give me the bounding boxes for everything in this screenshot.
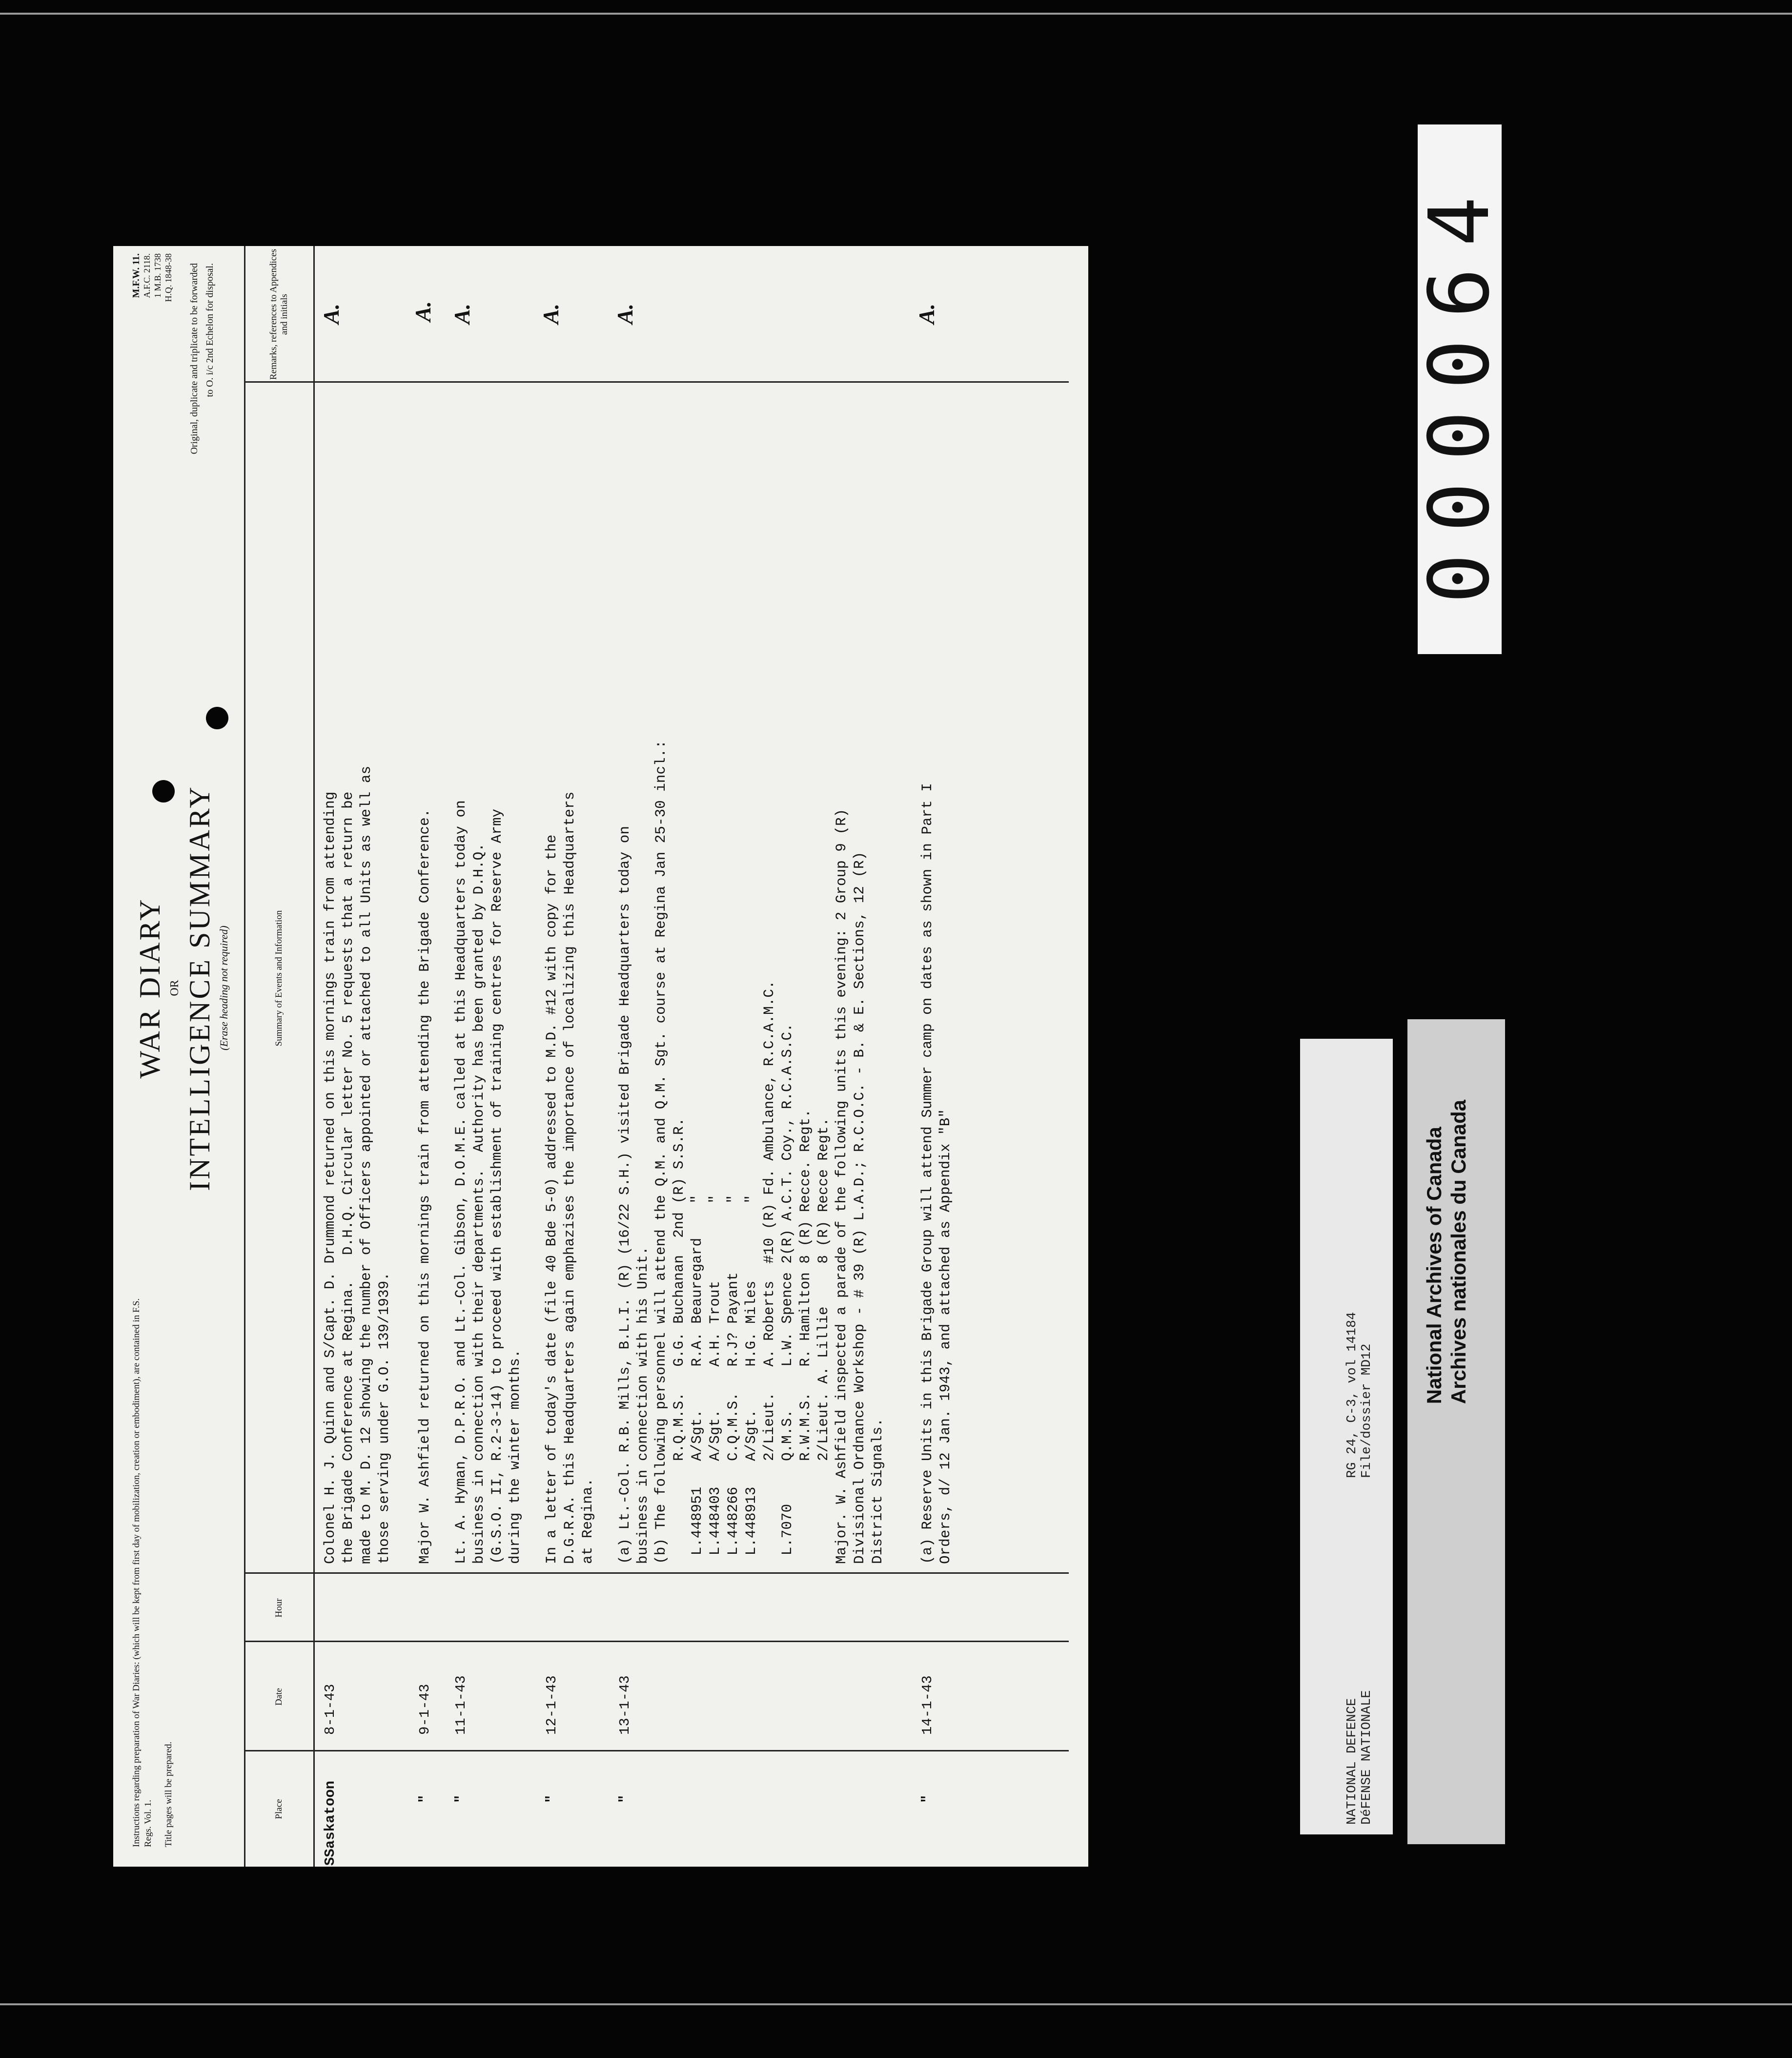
entry-date: 9-1-43 xyxy=(417,1684,433,1735)
entry-initials: A. xyxy=(538,303,563,324)
entry-summary: In a letter of today's date (file 40 Bde 5-0) addressed to M.D. #12 with copy for the D.G.R.A. this Headquarters again emphazises the importance of localizing this Headquarters at Regina. xyxy=(544,791,596,1564)
archive-reference-label xyxy=(1300,1039,1393,1834)
place-column-rule xyxy=(244,1750,1069,1751)
file-reference-line-2: File/dossier MD12 xyxy=(1360,1343,1374,1478)
archives-line-2: Archives nationales du Canada xyxy=(1447,1100,1470,1404)
title-war-diary: WAR DIARY xyxy=(134,897,166,1079)
entry-initials: A. xyxy=(612,303,637,324)
entry-summary: Colonel H. J. Quinn and S/Capt. D. Drummond returned on this mornings train from attending the Brigade Conference at Regina. D.H.Q. Circular letter No. 5 requests that a return be made to M. D. 12 showing the number of Officers appointed or attached to all Units as well as those serving under G.O. 139/1939. xyxy=(322,765,392,1564)
entry-summary: Lt. A. Hyman, D.P.R.O. and Lt.-Col. Gibson, D.O.M.E. called at this Headquarters today on business in connection with their departments. Authority has been granted by D.H.Q. (G.S.O. II, R.2-3-14) to proceed with establishment of training centres for Reserve Army during the winter months. xyxy=(453,800,523,1564)
entry-date: 8-1-43 xyxy=(322,1684,338,1735)
war-diary-sheet xyxy=(113,246,1088,1867)
department-line-2: DéFENSE NATIONALE xyxy=(1360,1690,1374,1825)
entry-date: 13-1-43 xyxy=(617,1675,633,1735)
instructions-note xyxy=(131,1276,175,1847)
entry-place: " xyxy=(453,1794,469,1803)
column-header-place: Place xyxy=(274,1799,284,1819)
column-header-date: Date xyxy=(274,1688,284,1706)
entry-place: " xyxy=(617,1794,633,1803)
title-pages-note: Title pages will be prepared. xyxy=(163,1741,174,1847)
form-identifier xyxy=(131,253,174,414)
instructions-text: Instructions regarding preparation of War Diaries: (which will be kept from first day of mobilization, creation or embodiment), are contained in F.S. Regs. Vol. 1. xyxy=(131,1298,153,1847)
department-label xyxy=(1345,1690,1374,1825)
entry-place: " xyxy=(417,1794,433,1803)
file-reference-line-1: RG 24, C-3, vol 14184 xyxy=(1345,1312,1360,1478)
table-header-rule xyxy=(313,246,315,1867)
department-line-1: NATIONAL DEFENCE xyxy=(1345,1698,1360,1825)
frame-number: 000064 xyxy=(1418,124,1502,654)
copies-note-line-2: to O. i/c 2nd Echelon for disposal. xyxy=(204,263,215,397)
film-edge-bottom xyxy=(0,2003,1792,2005)
remarks-column-rule xyxy=(244,381,1069,383)
entry-place: " xyxy=(544,1794,560,1803)
entry-initials: A. xyxy=(319,303,344,324)
entry-date: 12-1-43 xyxy=(544,1675,560,1735)
form-line-3: 1 M.B. 1738 xyxy=(153,253,163,298)
film-edge-top xyxy=(0,13,1792,15)
entry-summary: (a) Lt.-Col. R.B. Mills, B.L.I. (R) (16/22 S.H.) visited Brigade Headquarters today on business in connection with his Unit. (b) The following personnel will attend the Q.M. and Q.M. Sgt. course at Regina Jan 25-30 incl.: R.Q.M.S. G.G. Buchanan 2nd (R) S.S.R. L.448951 A/Sgt. R.A. Beauregard " L.448403 A/Sgt. A.H. Trout " L.448266 C.Q.M.S. R.J? Payant " L.448913 A/Sgt. H.G. Miles " 2/Lieut. A. Roberts #10 (R) Fd. Ambulance, R.C.A.M.C. L.7070 Q.M.S. L.W. Spence 2(R) A.C.T. Coy., R.C.A.S.C. R.W.M.S. R. Hamilton 8 (R) Recce. Regt. 2/Lieut. A. Lillie 8 (R) Recce Regt. Major. W. Ashfield inspected a parade of the following units this evening: 2 Group 9 (R) Divisional Ordnance Workshop - # 39 (R) L.A.D.; R.C.O.C. - B. & E. Sections, 12 (R) District Signals. xyxy=(617,740,886,1564)
column-header-hour: Hour xyxy=(274,1598,284,1618)
file-reference-label xyxy=(1345,1312,1374,1478)
title-intelligence-summary: INTELLIGENCE SUMMARY xyxy=(183,785,216,1191)
form-line-1: M.F.W. 11. xyxy=(131,253,142,298)
form-line-4: H.Q. 1848-38 xyxy=(163,253,173,302)
entry-summary: Major W. Ashfield returned on this mornings train from attending the Brigade Conference. xyxy=(417,808,433,1564)
archives-line-1: National Archives of Canada xyxy=(1423,1127,1446,1404)
entry-date: 14-1-43 xyxy=(919,1675,936,1735)
hour-column-rule xyxy=(244,1572,1069,1574)
title-erase-note: (Erase heading not required) xyxy=(218,926,230,1050)
copies-note xyxy=(186,263,218,619)
form-line-2: A.F.C. 2118. xyxy=(142,253,152,298)
title-or: OR xyxy=(168,980,181,996)
national-archives-label xyxy=(1407,1019,1505,1844)
column-header-remarks: Remarks, references to Appendices and initials xyxy=(268,249,289,380)
title-block xyxy=(133,715,231,1261)
date-column-rule xyxy=(244,1641,1069,1642)
entry-initials: A. xyxy=(410,301,435,322)
entry-place: " xyxy=(919,1794,936,1803)
entry-date: 11-1-43 xyxy=(453,1675,469,1735)
entry-place: SSaskatoon xyxy=(322,1780,338,1866)
entry-summary: (a) Reserve Units in this Brigade Group will attend Summer camp on dates as shown in Part I Orders, d/ 12 Jan. 1943, and attached as Appendix "B" xyxy=(919,783,954,1564)
entry-initials: A. xyxy=(449,303,474,324)
national-archives-text xyxy=(1422,1100,1471,1404)
column-header-summary: Summary of Events and Information xyxy=(274,910,284,1047)
entry-initials: A. xyxy=(914,303,939,324)
copies-note-line-1: Original, duplicate and triplicate to be forwarded xyxy=(189,263,200,454)
